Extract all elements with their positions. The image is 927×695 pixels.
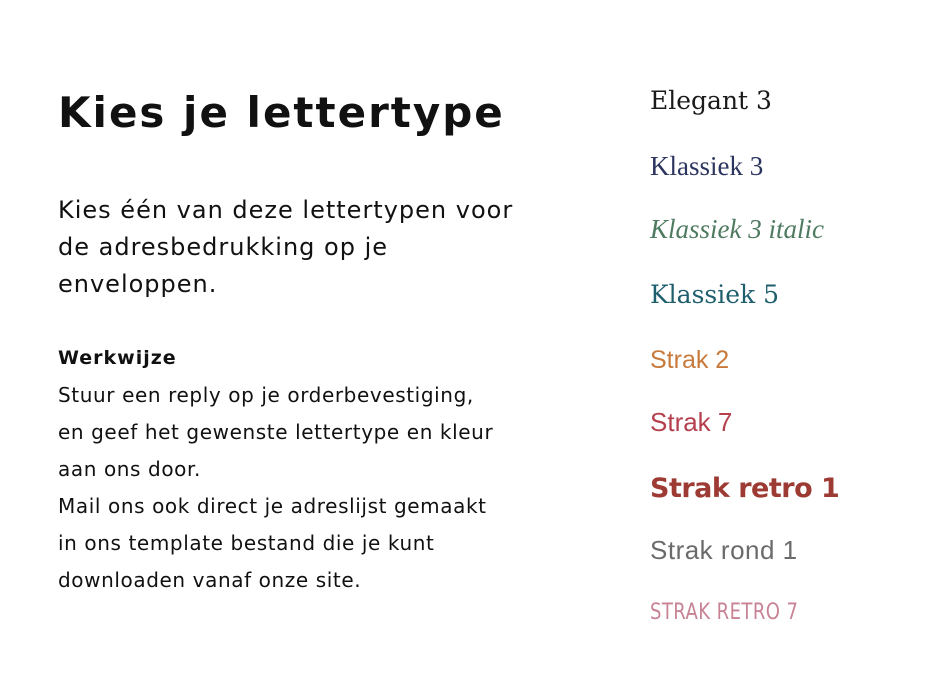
font-option-strak-retro-7: STRAK RETRO 7 [650,600,799,625]
instruction-line: aan ons door. [58,457,201,481]
subtitle: Kies één van deze lettertypen voor de adresbedrukking op je enveloppen. [58,196,514,298]
font-option-klassiek-3-italic: Klassiek 3 italic [650,214,824,244]
font-option-strak-retro-1: Strak retro 1 [650,473,840,504]
instructions-heading: Werkwijze [58,347,177,369]
instructions-section [58,340,588,599]
font-option-strak-2: Strak 2 [650,346,730,374]
font-option-klassiek-5: Klassiek 5 [650,280,780,309]
font-option-strak-7: Strak 7 [650,407,733,437]
instruction-line: Mail ons ook direct je adreslijst gemaakt [58,494,487,518]
page-title: Kies je lettertype [58,88,505,137]
instruction-line: en geef het gewenste lettertype en kleur [58,420,494,444]
instruction-line: downloaden vanaf onze site. [58,568,362,592]
instruction-line: Stuur een reply op je orderbevestiging, [58,383,474,407]
instruction-line: in ons template bestand die je kunt [58,531,435,555]
font-option-klassiek-3: Klassiek 3 [650,151,764,181]
font-option-elegant-3: Elegant 3 [650,86,772,115]
font-option-strak-rond-1: Strak rond 1 [650,535,798,565]
